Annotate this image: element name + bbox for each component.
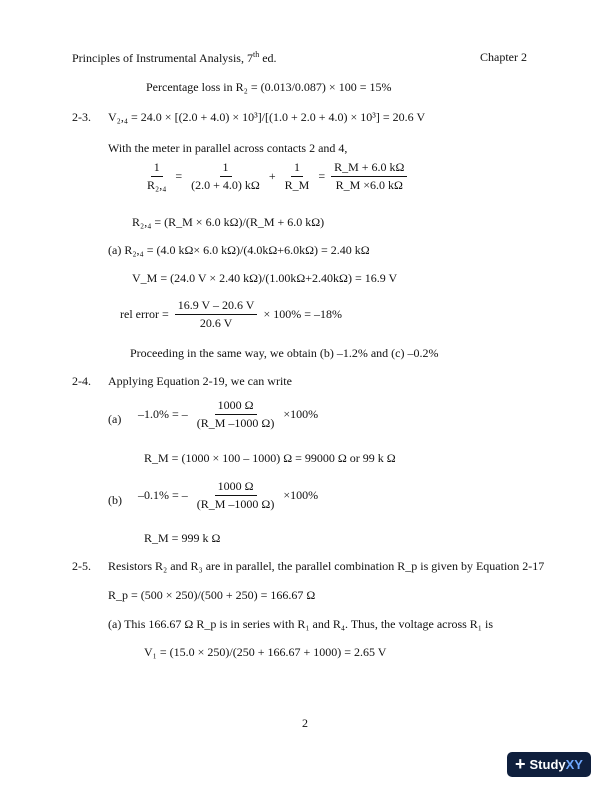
rp-equation: R_p = (500 × 250)/(500 + 250) = 166.67 Ω xyxy=(108,588,316,602)
problem-2-3-number: 2-3. xyxy=(72,110,91,124)
part-b-label: (b) xyxy=(108,493,122,507)
fraction-1-over-series: $\frac{1}{(2.0 + 4.0) k\Omega}$ xyxy=(191,160,260,192)
plus-icon: + xyxy=(515,753,526,774)
fraction-1-over-rm: $\frac{1}{R\_M}$ xyxy=(284,160,310,192)
part-a-label: (a) xyxy=(108,412,122,426)
studyxy-brand-badge[interactable] xyxy=(507,752,591,777)
brand-xy: XY xyxy=(565,757,583,772)
brand-study: Study xyxy=(529,757,566,772)
rm-result-1: R_M = (1000 × 100 – 1000) Ω = 99000 Ω or 99 k Ω xyxy=(144,451,396,465)
percentage-loss-line: Percentage loss in R₂ = (0.013/0.087) × 100 = 15% xyxy=(146,80,392,94)
meter-parallel-text: With the meter in parallel across contacts 2 and 4, xyxy=(108,141,348,155)
rm-result-2: R_M = 999 k Ω xyxy=(144,531,221,545)
fraction-1-over-r24: $\frac{1}{\text{R₂,₄}}$ xyxy=(147,160,167,192)
plus-sign: + xyxy=(268,169,276,183)
running-header-chapter: Chapter 2 xyxy=(480,50,527,64)
problem-2-5-text: Resistors R₂ and R₃ are in parallel, the parallel combination R_p is given by Equation 2-17 xyxy=(108,559,545,573)
part-b-fraction: $\frac{1000 \Omega}{(R\_M -1000 \Omega)}$ xyxy=(196,479,275,511)
relative-error-fraction: $\frac{16.9 V - 20.6 V}{20.6 V}$ xyxy=(175,298,258,331)
proceeding-text: Proceeding in the same way, we obtain (b) –1.2% and (c) –0.2% xyxy=(130,346,439,360)
equals-sign-2: = xyxy=(318,169,326,183)
part-b-equation: –0.1% = – $\frac{1000 \Omega}{(R\_M -1000 \Omega)}$ ×100% xyxy=(138,479,319,511)
parallel-resistance-equation xyxy=(144,160,407,193)
part-a-equation: –1.0% = – $\frac{1000 \Omega}{(R\_M -1000 \Omega)}$ ×100% xyxy=(138,398,319,430)
problem-2-5-number: 2-5. xyxy=(72,559,91,573)
part-a-series-text: (a) This 166.67 Ω R_p is in series with R₁ and R₄. Thus, the voltage across R₁ is xyxy=(108,617,493,631)
problem-2-4-number: 2-4. xyxy=(72,374,91,388)
running-header-title: Principles of Instrumental Analysis, 7th ed. xyxy=(72,50,277,65)
problem-2-3-voltage-eq: V₂,₄ = 24.0 × [(2.0 + 4.0) × 10³]/[(1.0 + 2.0 + 4.0) × 10³] = 20.6 V xyxy=(108,110,426,124)
part-a-r24: (a) R₂,₄ = (4.0 kΩ× 6.0 kΩ)/(4.0kΩ+6.0kΩ) = 2.40 kΩ xyxy=(108,243,370,257)
equals-sign: = xyxy=(175,169,183,183)
vm-equation: V_M = (24.0 V × 2.40 kΩ)/(1.00kΩ+2.40kΩ) = 16.9 V xyxy=(132,271,398,285)
fraction-combined: $\frac{R\_M + 6.0 k\Omega}{R\_M \times 6.0 k\Omega}$ xyxy=(331,160,407,193)
edition-superscript: th xyxy=(252,50,260,59)
v1-equation: V₁ = (15.0 × 250)/(250 + 166.67 + 1000) = 2.65 V xyxy=(144,645,387,659)
problem-2-4-text: Applying Equation 2-19, we can write xyxy=(108,374,292,388)
part-a-fraction: $\frac{1000 \Omega}{(R\_M -1000 \Omega)}$ xyxy=(196,398,275,430)
page-number: 2 xyxy=(302,716,308,730)
r24-formula: R₂,₄ = (R_M × 6.0 kΩ)/(R_M + 6.0 kΩ) xyxy=(132,215,325,229)
relative-error-equation: rel error = $\frac{16.9 V - 20.6 V}{20.6 V}$ × 100% = –18% xyxy=(120,298,342,330)
